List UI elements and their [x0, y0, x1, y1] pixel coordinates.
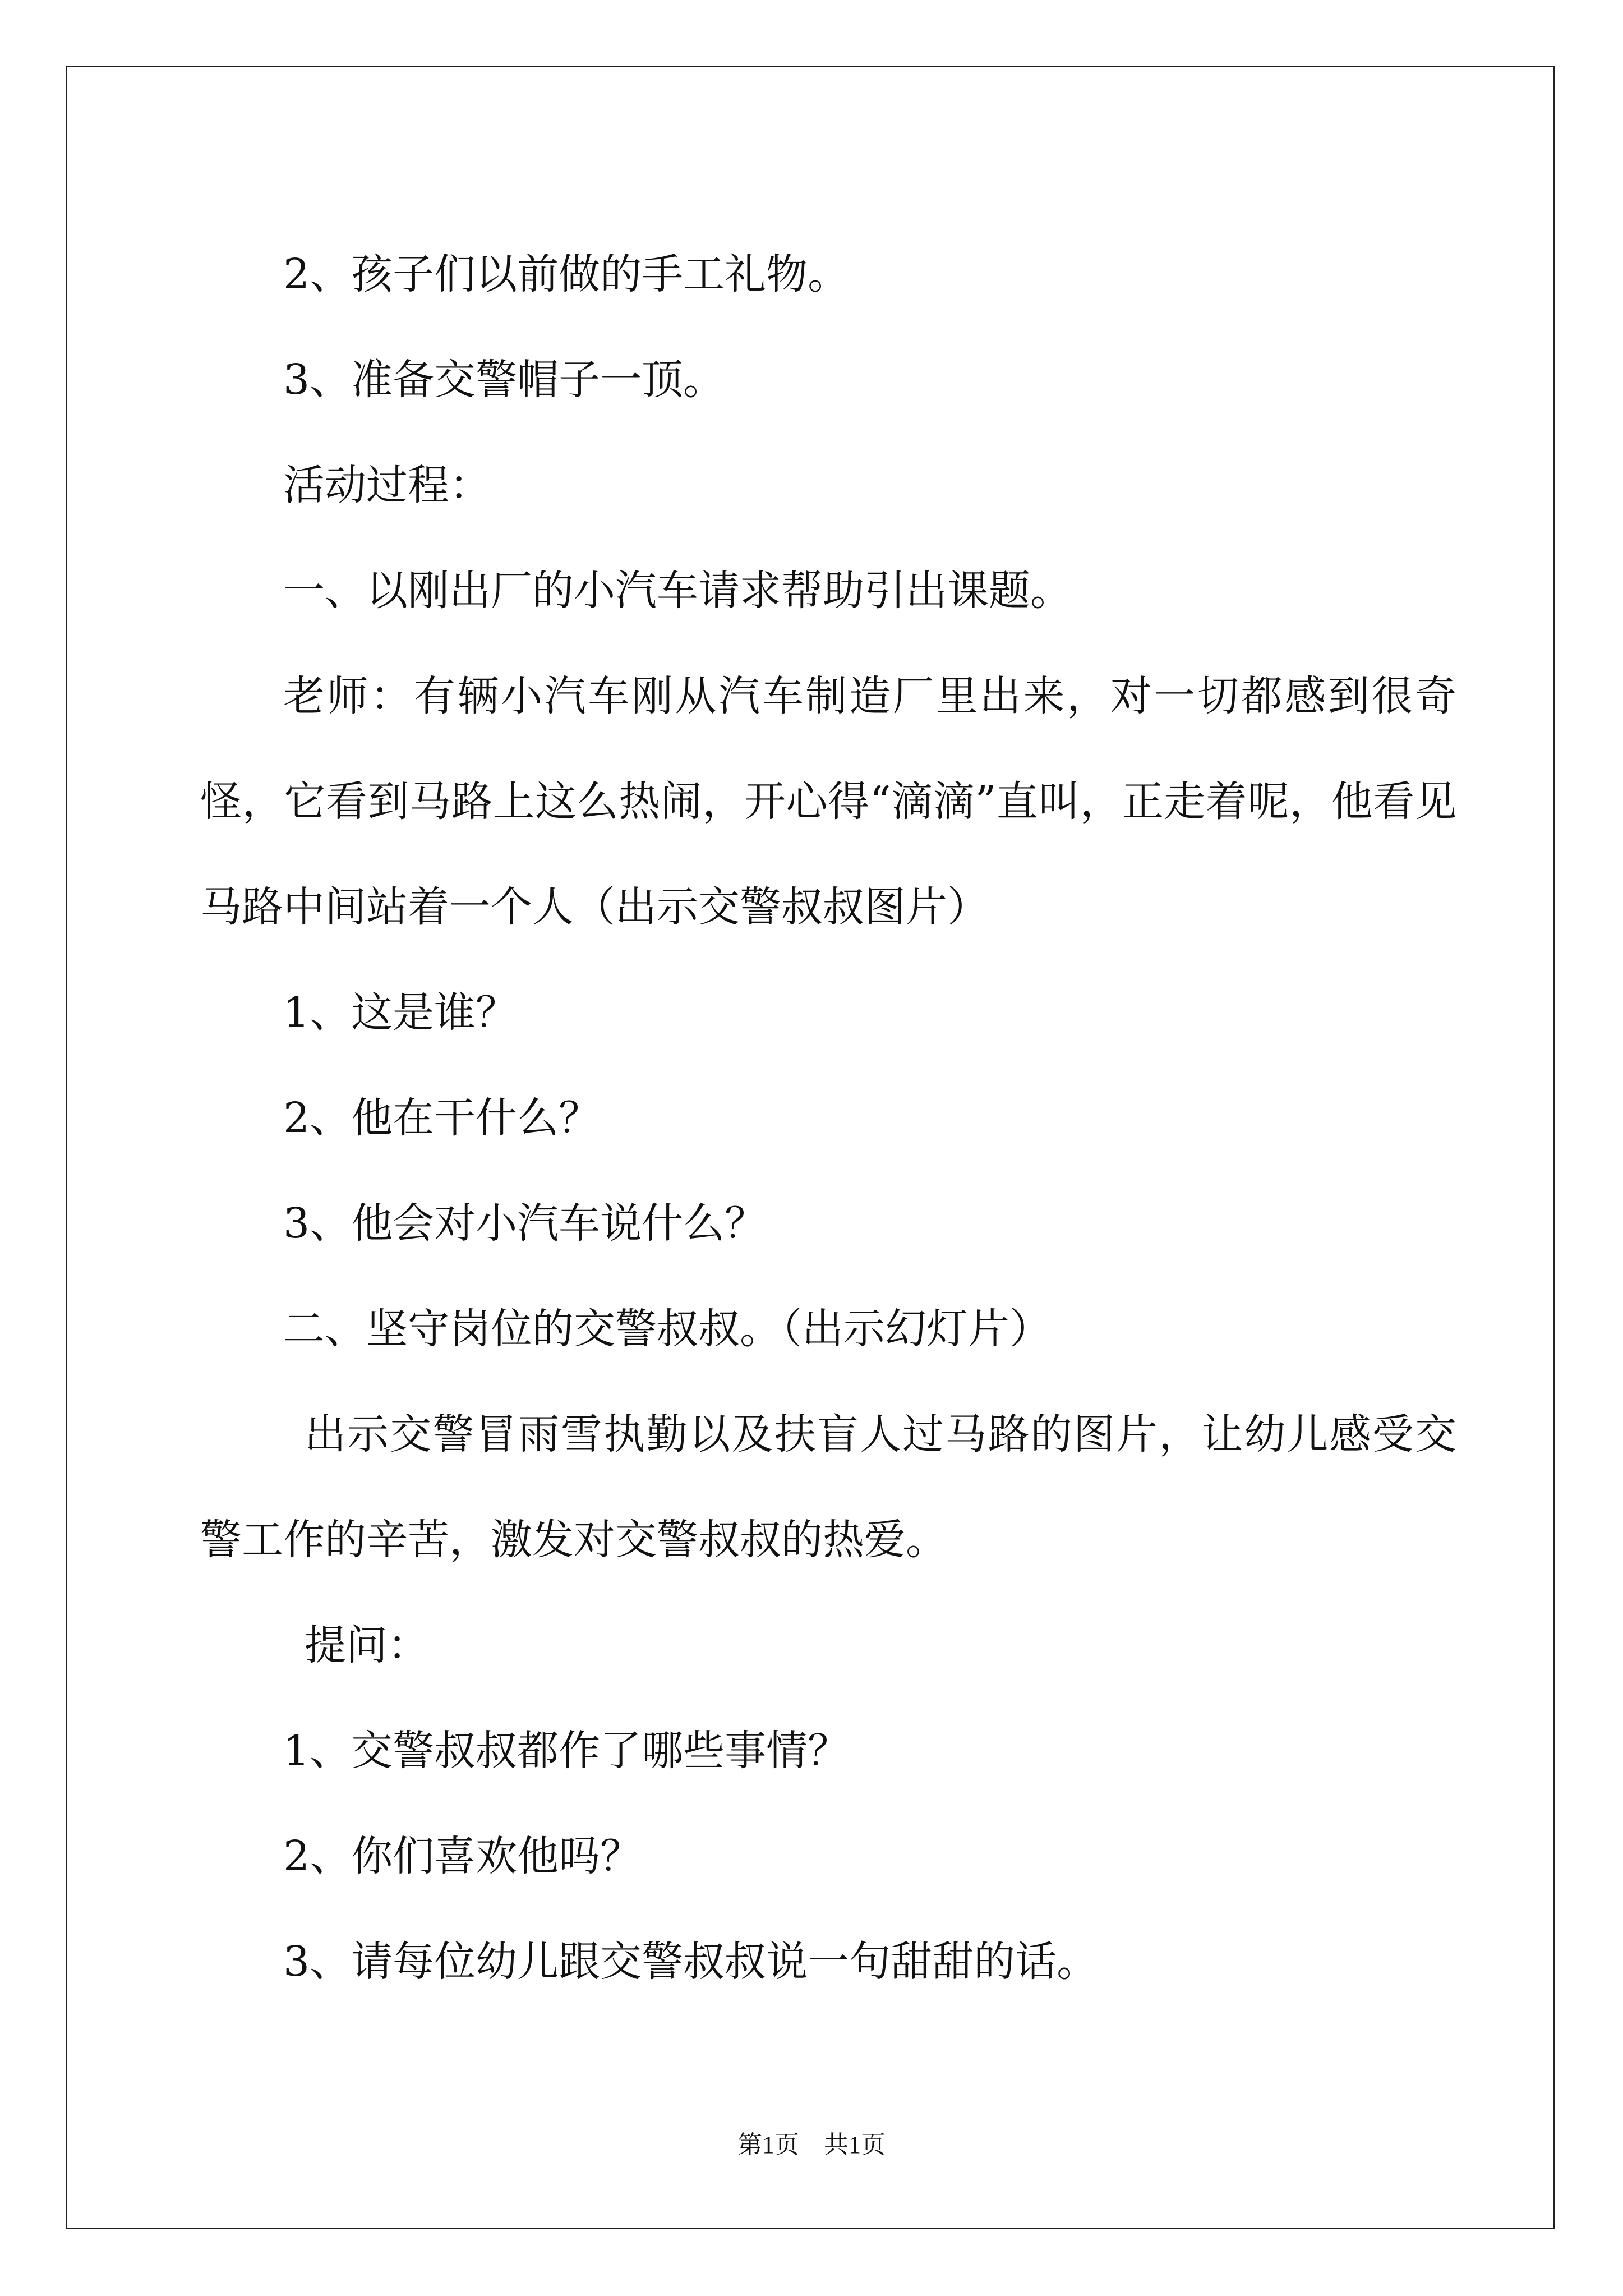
question-2: 2、他在干什么？	[283, 1094, 601, 1142]
paragraph-teacher-story: 老师：有辆小汽车刚从汽车制造厂里出来，对一切都感到很奇怪，它看到马路上这么热闹，开心得“滴滴”直叫，正走着呢，他看见马路中间站着一个人（出示交警叔叔图片）	[200, 672, 1456, 931]
paragraph-materials-2: 2、孩子们以前做的手工礼物。	[283, 250, 850, 298]
page-number-total: 共1页	[824, 2131, 886, 2159]
question-3: 3、他会对小汽车说什么？	[283, 1199, 767, 1248]
label-questions: 提问：	[305, 1621, 429, 1669]
paragraph-materials-3: 3、准备交警帽子一顶。	[283, 356, 725, 404]
ask-2: 2、你们喜欢他吗？	[283, 1832, 642, 1880]
section-heading-two: 二、坚守岗位的交警叔叔。（出示幻灯片）	[283, 1305, 1051, 1353]
section-heading-one: 一、以刚出厂的小汽车请求帮助引出课题。	[283, 567, 1072, 615]
document-body	[200, 222, 1456, 2014]
section-heading-process: 活动过程：	[283, 461, 491, 509]
ask-3: 3、请每位幼儿跟交警叔叔说一句甜甜的话。	[283, 1938, 1099, 1986]
ask-1: 1、交警叔叔都作了哪些事情？	[283, 1727, 850, 1775]
page-number-current: 第1页	[737, 2131, 799, 2159]
paragraph-slides: 出示交警冒雨雪执勤以及扶盲人过马路的图片，让幼儿感受交警工作的辛苦，激发对交警叔叔的热爱。	[200, 1410, 1456, 1564]
question-1: 1、这是谁？	[283, 988, 518, 1037]
page-footer	[0, 2128, 1623, 2162]
